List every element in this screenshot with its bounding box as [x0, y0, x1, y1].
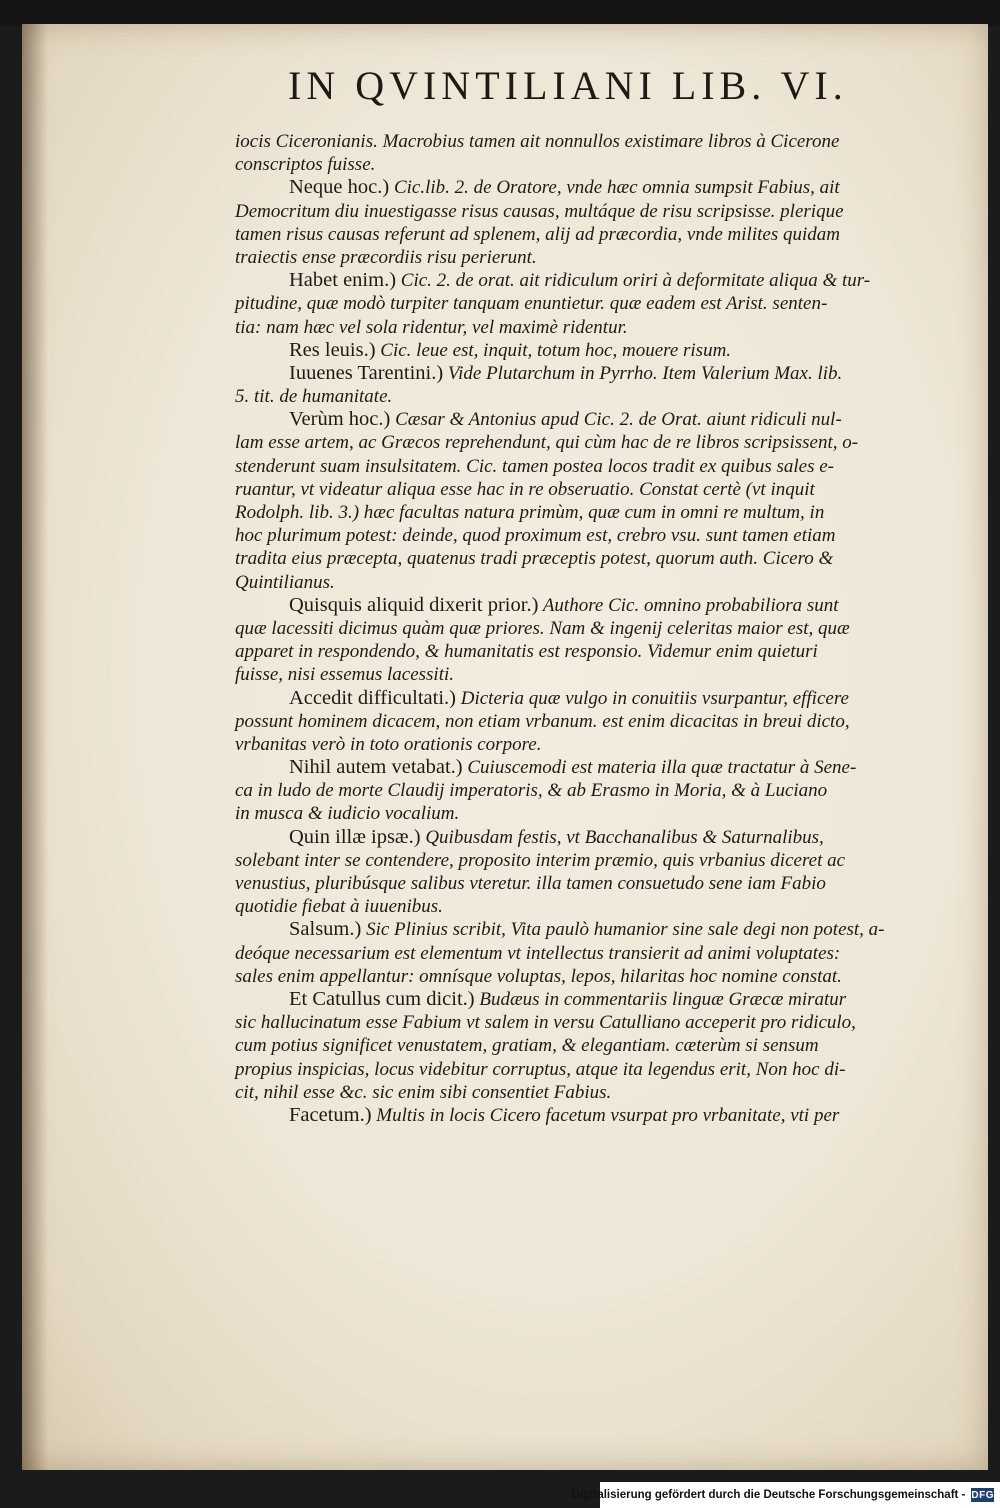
commentary-text: Democritum diu inuestigasse risus causas, multáque de risu scripsisse. plerique: [235, 200, 844, 222]
dfg-logo: DFG: [971, 1489, 994, 1501]
text-line: [235, 942, 975, 965]
commentary-text: tamen risus causas referunt ad splenem, alij ad præcordia, vnde milites quidam: [235, 223, 840, 245]
commentary-text: deóque necessarium est elementum vt intellectus transierit ad animi voluptates:: [235, 942, 841, 964]
commentary-text: stenderunt suam insulsitatem. Cic. tamen postea locos tradit ex quibus sales e-: [235, 455, 834, 477]
text-line: [235, 455, 975, 478]
text-line: [235, 918, 975, 941]
lemma-heading: Et Catullus cum dicit.): [289, 987, 475, 1010]
lemma-heading: Accedit difficultati.): [289, 686, 456, 709]
lemma-heading: Quisquis aliquid dixerit prior.): [289, 593, 539, 616]
commentary-text: Dicteria quæ vulgo in conuitiis vsurpantur, efficere: [455, 687, 849, 709]
text-line: [235, 385, 975, 408]
text-line: [235, 292, 975, 315]
text-line: [235, 617, 975, 640]
text-line: [235, 153, 975, 176]
commentary-text: quæ lacessiti dicimus quàm quæ priores. Nam & ingenij celeritas maior est, quæ: [235, 617, 850, 639]
commentary-text: Cuiuscemodi est materia illa quæ tractatur à Sene-: [462, 757, 857, 779]
text-line: [235, 663, 975, 686]
digitization-credit-bar: [571, 1482, 1000, 1508]
text-line: [235, 965, 975, 988]
text-line: [235, 431, 975, 454]
commentary-text: ruantur, vt videatur aliqua esse hac in re obseruatio. Constat certè (vt inquit: [235, 478, 815, 500]
commentary-text: cit, nihil esse &c. sic enim sibi consentiet Fabius.: [235, 1081, 612, 1103]
text-line: [235, 1104, 975, 1127]
commentary-text: tia: nam hæc vel sola ridentur, vel maximè ridentur.: [235, 316, 628, 338]
commentary-text: quotidie fiebat à iuuenibus.: [235, 896, 443, 918]
commentary-text: lam esse artem, ac Græcos reprehendunt, qui cùm hac de re libros scripsissent, o-: [235, 432, 859, 454]
text-line: [235, 594, 975, 617]
text-line: [235, 130, 975, 153]
text-line: [235, 1058, 975, 1081]
text-line: [235, 756, 975, 779]
commentary-text: solebant inter se contendere, proposito interim præmio, quis vrbanius diceret ac: [235, 849, 846, 871]
lemma-heading: Facetum.): [289, 1103, 372, 1126]
text-line: [235, 547, 975, 570]
commentary-text: iocis Ciceronianis. Macrobius tamen ait nonnullos existimare libros à Cicerone: [235, 131, 840, 152]
commentary-text: pitudine, quæ modò turpiter tanquam enuntietur. quæ eadem est Arist. senten-: [235, 293, 828, 315]
commentary-text: in musca & iudicio vocalium.: [235, 803, 460, 825]
digitization-credit: Digitalisierung gefördert durch die Deutsche Forschungsgemeinschaft -: [571, 1489, 966, 1501]
text-line: [235, 571, 975, 594]
commentary-text: sales enim appellantur: omnísque voluptas, lepos, hilaritas hoc nomine constat.: [235, 965, 842, 987]
lemma-heading: Verùm hoc.): [289, 408, 391, 431]
lemma-heading: Neque hoc.): [289, 176, 390, 199]
text-line: [235, 826, 975, 849]
text-line: [235, 269, 975, 292]
lemma-heading: Habet enim.): [289, 269, 397, 292]
text-line: [235, 640, 975, 663]
text-line: [235, 339, 975, 362]
commentary-text: cum potius significet venustatem, gratiam, & elegantiam. cæterùm si sensum: [235, 1035, 819, 1057]
commentary-text: ca in ludo de morte Claudij imperatoris, & ab Erasmo in Moria, & à Luciano: [235, 780, 828, 802]
page-gutter-shadow: [22, 24, 48, 1470]
text-line: [235, 176, 975, 199]
commentary-text: Sic Plinius scribit, Vita paulò humanior sine sale degi non potest, a-: [361, 919, 885, 941]
commentary-text: Quibusdam festis, vt Bacchanalibus & Saturnalibus,: [420, 826, 824, 848]
commentary-text: 5. tit. de humanitate.: [235, 386, 393, 408]
commentary-text: apparet in respondendo, & humanitatis est responsio. Videmur enim quieturi: [235, 641, 818, 663]
text-line: [235, 849, 975, 872]
text-line: [235, 895, 975, 918]
commentary-text: conscriptos fuisse.: [235, 154, 376, 176]
text-line: [235, 802, 975, 825]
commentary-text: Budæus in commentariis linguæ Græcæ miratur: [474, 988, 847, 1010]
commentary-text: traiectis ense præcordiis risu perierunt.: [235, 246, 537, 268]
commentary-text: fuisse, nisi essemus lacessiti.: [235, 664, 455, 686]
commentary-text: tradita eius præcepta, quatenus tradi præceptis potest, quorum auth. Cicero &: [235, 548, 834, 570]
text-line: [235, 362, 975, 385]
running-head: IN QVINTILIANI LIB. VI.: [288, 63, 848, 108]
text-line: [235, 501, 975, 524]
commentary-text: Quintilianus.: [235, 571, 335, 593]
commentary-text: possunt hominem dicacem, non etiam vrbanum. est enim dicacitas in breui dicto,: [235, 710, 850, 732]
lemma-heading: Nihil autem vetabat.): [289, 756, 463, 779]
commentary-text: hoc plurimum potest: deinde, quod proximum est, crebro vsu. sunt tamen etiam: [235, 525, 836, 547]
lemma-heading: Iuuenes Tarentini.): [289, 361, 444, 384]
commentary-text: Cic. leue est, inquit, totum hoc, mouere risum.: [375, 339, 732, 361]
lemma-heading: Res leuis.): [289, 338, 376, 361]
commentary-text: Cic.lib. 2. de Oratore, vnde hæc omnia sumpsit Fabius, ait: [389, 177, 840, 199]
text-line: [235, 408, 975, 431]
body-text: [235, 130, 975, 1127]
commentary-text: vrbanitas verò in toto orationis corpore.: [235, 733, 542, 755]
commentary-text: propius inspicias, locus videbitur corruptus, atque ita legendus erit, Non hoc di-: [235, 1058, 846, 1080]
commentary-text: Vide Plutarchum in Pyrrho. Item Valerium Max. lib.: [443, 362, 843, 384]
text-line: [235, 710, 975, 733]
scan-top-edge: [0, 0, 1000, 26]
lemma-heading: Quin illæ ipsæ.): [289, 825, 421, 848]
text-line: [235, 1081, 975, 1104]
commentary-text: Authore Cic. omnino probabiliora sunt: [538, 594, 839, 616]
commentary-text: Multis in locis Cicero facetum vsurpat pro vrbanitate, vti per: [371, 1104, 840, 1126]
commentary-text: Cic. 2. de orat. ait ridiculum oriri à deformitate aliqua & tur-: [396, 270, 871, 292]
text-line: [235, 872, 975, 895]
text-line: [235, 223, 975, 246]
text-line: [235, 200, 975, 223]
text-line: [235, 687, 975, 710]
text-line: [235, 1011, 975, 1034]
text-line: [235, 1034, 975, 1057]
text-line: [235, 733, 975, 756]
text-line: [235, 478, 975, 501]
commentary-text: Rodolph. lib. 3.) hæc facultas natura primùm, quæ cum in omni re multum, in: [235, 502, 825, 523]
lemma-heading: Salsum.): [289, 918, 362, 941]
text-line: [235, 246, 975, 269]
commentary-text: venustius, pluribúsque salibus vteretur. illa tamen consuetudo sene iam Fabio: [235, 873, 826, 894]
commentary-text: sic hallucinatum esse Fabium vt salem in versu Catulliano acceperit pro ridiculo,: [235, 1012, 856, 1034]
commentary-text: Cæsar & Antonius apud Cic. 2. de Orat. aiunt ridiculi nul-: [390, 409, 842, 431]
text-line: [235, 988, 975, 1011]
text-line: [235, 524, 975, 547]
text-line: [235, 316, 975, 339]
text-line: [235, 779, 975, 802]
